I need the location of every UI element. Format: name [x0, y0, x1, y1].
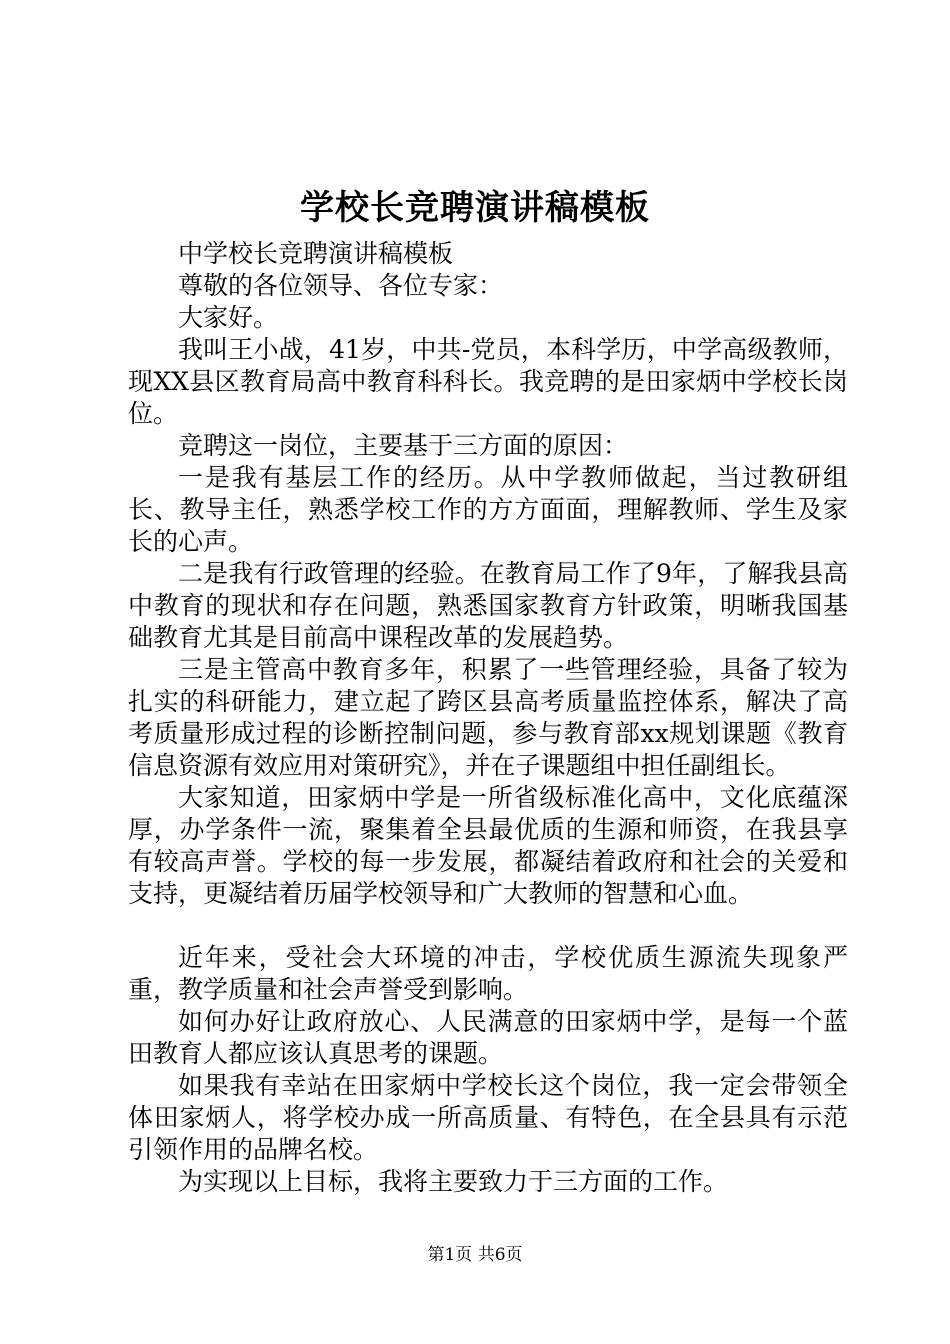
paragraph-spacer [128, 910, 848, 942]
document-body [128, 238, 848, 1198]
paragraph-work-focus: 为实现以上目标，我将主要致力于三方面的工作。 [178, 1167, 729, 1196]
paragraph-subtitle: 中学校长竞聘演讲稿模板 [178, 239, 454, 268]
paragraph-school-background: 大家知道，田家炳中学是一所省级标准化高中，文化底蕴深厚，办学条件一流，聚集着全县最优质的生源和师资，在我县享有较高声誉。学校的每一步发展，都凝结着政府和社会的关爱和支持，更凝结着历届学校领导和广大教师的智慧和心血。 [128, 783, 848, 908]
paragraph-introduction: 我叫王小战，41岁，中共-党员，本科学历，中学高级教师，现XX县区教育局高中教育科科长。我竞聘的是田家炳中学校长岗位。 [128, 335, 848, 428]
paragraph-commitment: 如果我有幸站在田家炳中学校长这个岗位，我一定会带领全体田家炳人，将学校办成一所高质量、有特色，在全县具有示范引领作用的品牌名校。 [128, 1071, 848, 1164]
paragraph-recent-challenges: 近年来，受社会大环境的冲击，学校优质生源流失现象严重，教学质量和社会声誉受到影响。 [128, 943, 848, 1004]
paragraph-reason-two: 二是我有行政管理的经验。在教育局工作了9年，了解我县高中教育的现状和存在问题，熟悉国家教育方针政策，明晰我国基础教育尤其是目前高中课程改革的发展趋势。 [128, 559, 848, 652]
paragraph-reasons-intro: 竞聘这一岗位，主要基于三方面的原因： [178, 431, 629, 460]
document-title: 学校长竞聘演讲稿模板 [300, 188, 650, 228]
paragraph-greeting: 大家好。 [178, 303, 279, 332]
paragraph-salutation: 尊敬的各位领导、各位专家： [178, 271, 504, 300]
paragraph-question: 如何办好让政府放心、人民满意的田家炳中学，是每一个蓝田教育人都应该认真思考的课题。 [128, 1007, 848, 1068]
page-footer: 第1页 共6页 [427, 1245, 523, 1265]
paragraph-reason-one: 一是我有基层工作的经历。从中学教师做起，当过教研组长、教导主任，熟悉学校工作的方方面面，理解教师、学生及家长的心声。 [128, 463, 848, 556]
paragraph-reason-three: 三是主管高中教育多年，积累了一些管理经验，具备了较为扎实的科研能力，建立起了跨区县高考质量监控体系，解决了高考质量形成过程的诊断控制问题，参与教育部xx规划课题《教育信息资源有效应用对策研究》，并在子课题组中担任副组长。 [128, 655, 848, 780]
